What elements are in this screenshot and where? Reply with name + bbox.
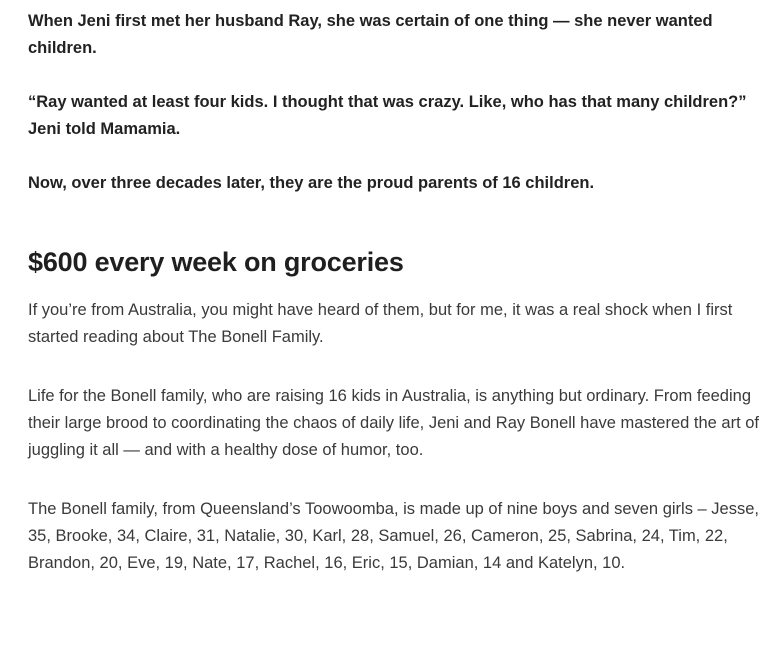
section-heading: $600 every week on groceries [28,247,404,277]
lead-paragraph-1: When Jeni first met her husband Ray, she was certain of one thing — she never wanted children. [28,12,713,57]
body-paragraph-3: The Bonell family, from Queensland’s Toowoomba, is made up of nine boys and seven girls – Jesse, 35, Brooke, 34, Claire, 31, Natalie, 30, Karl, 28, Samuel, 26, Cameron, 25, Sabrina, 24, Tim, 22, Brandon, 20, Eve, 19, Nate, 17, Rachel, 16, Eric, 15, Damian, 14 and Katelyn, 10. [28,500,759,572]
body-paragraph-1: If you’re from Australia, you might have heard of them, but for me, it was a real shock when I first started reading about The Bonell Family. [28,301,733,346]
lead-paragraph-3: Now, over three decades later, they are the proud parents of 16 children. [28,174,595,192]
lead-paragraph-2: “Ray wanted at least four kids. I thought that was crazy. Like, who has that many children?” Jeni told Mamamia. [28,93,747,138]
body-paragraph-2: Life for the Bonell family, who are raising 16 kids in Australia, is anything but ordinary. From feeding their large brood to coordinating the chaos of daily life, Jeni and Ray Bonell have mastered the art of juggling it all — and with a healthy dose of humor, too. [28,387,760,459]
